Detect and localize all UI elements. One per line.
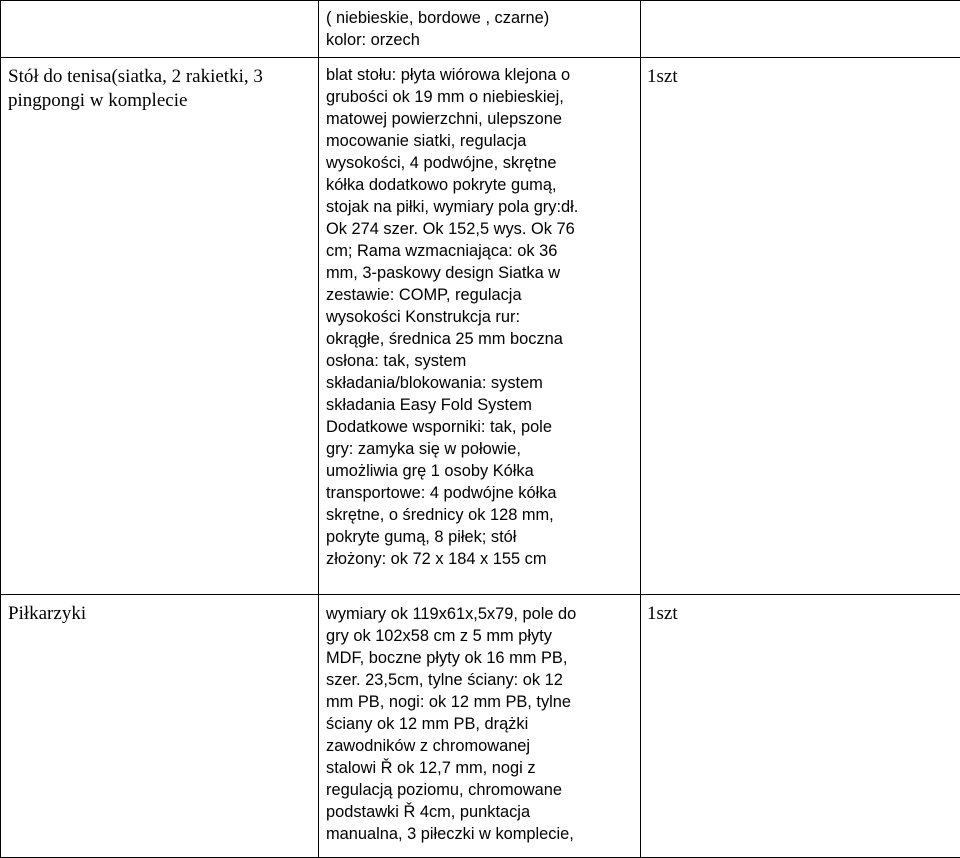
product-quantity: 1szt: [641, 58, 960, 89]
product-quantity-cell: [641, 1, 960, 58]
product-name-cell: [1, 1, 319, 58]
product-quantity: 1szt: [641, 595, 960, 626]
product-description: wymiary ok 119x61x,5x79, pole do gry ok 102x58 cm z 5 mm płyty MDF, boczne płyty ok 16 mm PB, szer. 23,5cm, tylne ściany: ok 12 mm PB, nogi: ok 12 mm PB, tylne ściany ok 12 mm PB, drążki zawodników z chromowanej stalowi Ř ok 12,7 mm, nogi z regulacją poziomu, chromowane podstawki Ř 4cm, punktacja manualna, 3 piłeczki w komplecie,: [319, 595, 640, 845]
product-description-cell: [319, 1, 641, 58]
table-row: [1, 58, 960, 595]
product-quantity: [641, 1, 960, 8]
product-name-cell: [1, 595, 319, 858]
product-name-cell: [1, 58, 319, 595]
table-row: [1, 1, 960, 58]
table-row: [1, 595, 960, 858]
product-description: ( niebieskie, bordowe , czarne) kolor: orzech: [319, 1, 640, 51]
product-name: Piłkarzyki: [1, 595, 318, 626]
product-quantity-cell: [641, 595, 960, 858]
product-description: blat stołu: płyta wiórowa klejona o grubości ok 19 mm o niebieskiej, matowej powierzchni, ulepszone mocowanie siatki, regulacja wysokości, 4 podwójne, skrętne kółka dodatkowo pokryte gumą, stojak na piłki, wymiary pola gry:dł. Ok 274 szer. Ok 152,5 wys. Ok 76 cm; Rama wzmacniająca: ok 36 mm, 3-paskowy design Siatka w zestawie: COMP, regulacja wysokości Konstrukcja rur: okrągłe, średnica 25 mm boczna osłona: tak, system składania/blokowania: system składania Easy Fold System Dodatkowe wsporniki: tak, pole gry: zamyka się w połowie, umożliwia grę 1 osoby Kółka transportowe: 4 podwójne kółka skrętne, o średnicy ok 128 mm, pokryte gumą, 8 piłek; stół złożony: ok 72 x 184 x 155 cm: [319, 58, 640, 570]
product-quantity-cell: [641, 58, 960, 595]
product-name: [1, 1, 318, 8]
product-description-cell: [319, 595, 641, 858]
product-name: Stół do tenisa(siatka, 2 rakietki, 3 pingpongi w komplecie: [1, 58, 318, 113]
product-description-cell: [319, 58, 641, 595]
